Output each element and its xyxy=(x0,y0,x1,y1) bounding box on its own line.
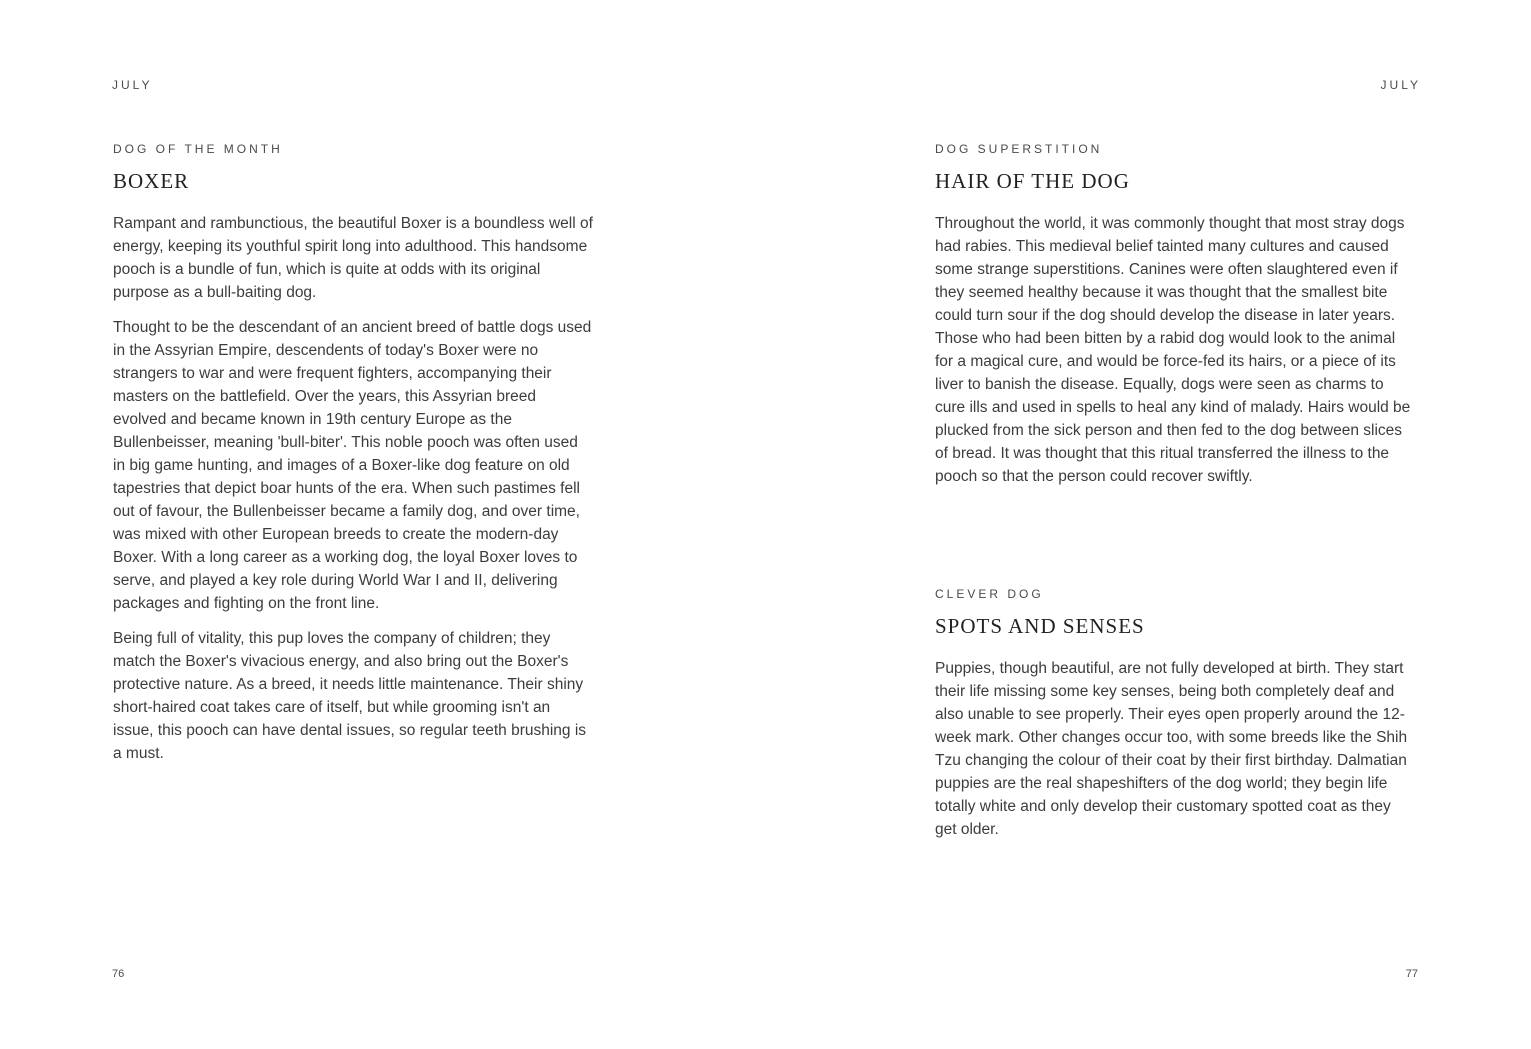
section-kicker: DOG OF THE MONTH xyxy=(113,142,283,156)
page-number: 76 xyxy=(112,968,125,980)
running-head: JULY xyxy=(112,78,153,92)
body-paragraph: Throughout the world, it was commonly thought that most stray dogs had rabies. This medieval belief tainted many cultures and caused some strange superstitions. Canines were often slaughtered even if they seemed healthy because it was thought that the smallest bite could turn sour if the dog should develop the disease in later years. Those who had been bitten by a rabid dog would look to the animal for a magical cure, and would be force-fed its hairs, or a piece of its liver to banish the disease. Equally, dogs were seen as charms to cure ills and used in spells to heal any kind of malady. Hairs would be plucked from the sick person and then fed to the dog between slices of bread. It was thought that this ritual transferred the illness to the pooch so that the person could recover swiftly. xyxy=(935,215,1411,485)
running-head: JULY xyxy=(1380,78,1421,92)
right-page xyxy=(765,0,1531,1049)
left-page xyxy=(0,0,765,1049)
section-heading: SPOTS AND SENSES xyxy=(935,614,1145,638)
section-body xyxy=(935,657,1415,841)
clever-dog-section xyxy=(935,587,1415,841)
section-heading: BOXER xyxy=(113,169,190,193)
section-body xyxy=(113,212,593,765)
section-heading: HAIR OF THE DOG xyxy=(935,169,1130,193)
section-body xyxy=(935,212,1415,488)
superstition-section xyxy=(935,142,1415,488)
body-paragraph: Puppies, though beautiful, are not fully developed at birth. They start their life missing some key senses, being both completely deaf and also unable to see properly. Their eyes open properly around the 12-week mark. Other changes occur too, with some breeds like the Shih Tzu changing the colour of their coat by their first birthday. Dalmatian puppies are the real shapeshifters of the dog world; they begin life totally white and only develop their customary spotted coat as they get older. xyxy=(935,660,1408,838)
body-paragraph: Being full of vitality, this pup loves the company of children; they match the Boxer's vivacious energy, and also bring out the Boxer's protective nature. As a breed, it needs little maintenance. Their shiny short-haired coat takes care of itself, but while grooming isn't an issue, this pooch can have dental issues, so regular teeth brushing is a must. xyxy=(113,630,587,762)
body-paragraph: Rampant and rambunctious, the beautiful Boxer is a boundless well of energy, keeping its youthful spirit long into adulthood. This handsome pooch is a bundle of fun, which is quite at odds with its original purpose as a bull-baiting dog. xyxy=(113,215,593,301)
body-paragraph: Thought to be the descendant of an ancient breed of battle dogs used in the Assyrian Empire, descendents of today's Boxer were no strangers to war and were frequent fighters, accompanying their masters on the battlefield. Over the years, this Assyrian breed evolved and became known in 19th century Europe as the Bullenbeisser, meaning 'bull-biter'. This noble pooch was often used in big game hunting, and images of a Boxer-like dog feature on old tapestries that depict boar hunts of the era. When such pastimes fell out of favour, the Bullenbeisser became a family dog, and over time, was mixed with other European breeds to create the modern-day Boxer. With a long career as a working dog, the loyal Boxer loves to serve, and played a key role during World War I and II, delivering packages and fighting on the front line. xyxy=(113,319,592,612)
section-kicker: DOG SUPERSTITION xyxy=(935,142,1103,156)
page-number: 77 xyxy=(1405,968,1418,980)
boxer-section xyxy=(113,142,593,765)
section-kicker: CLEVER DOG xyxy=(935,587,1044,601)
